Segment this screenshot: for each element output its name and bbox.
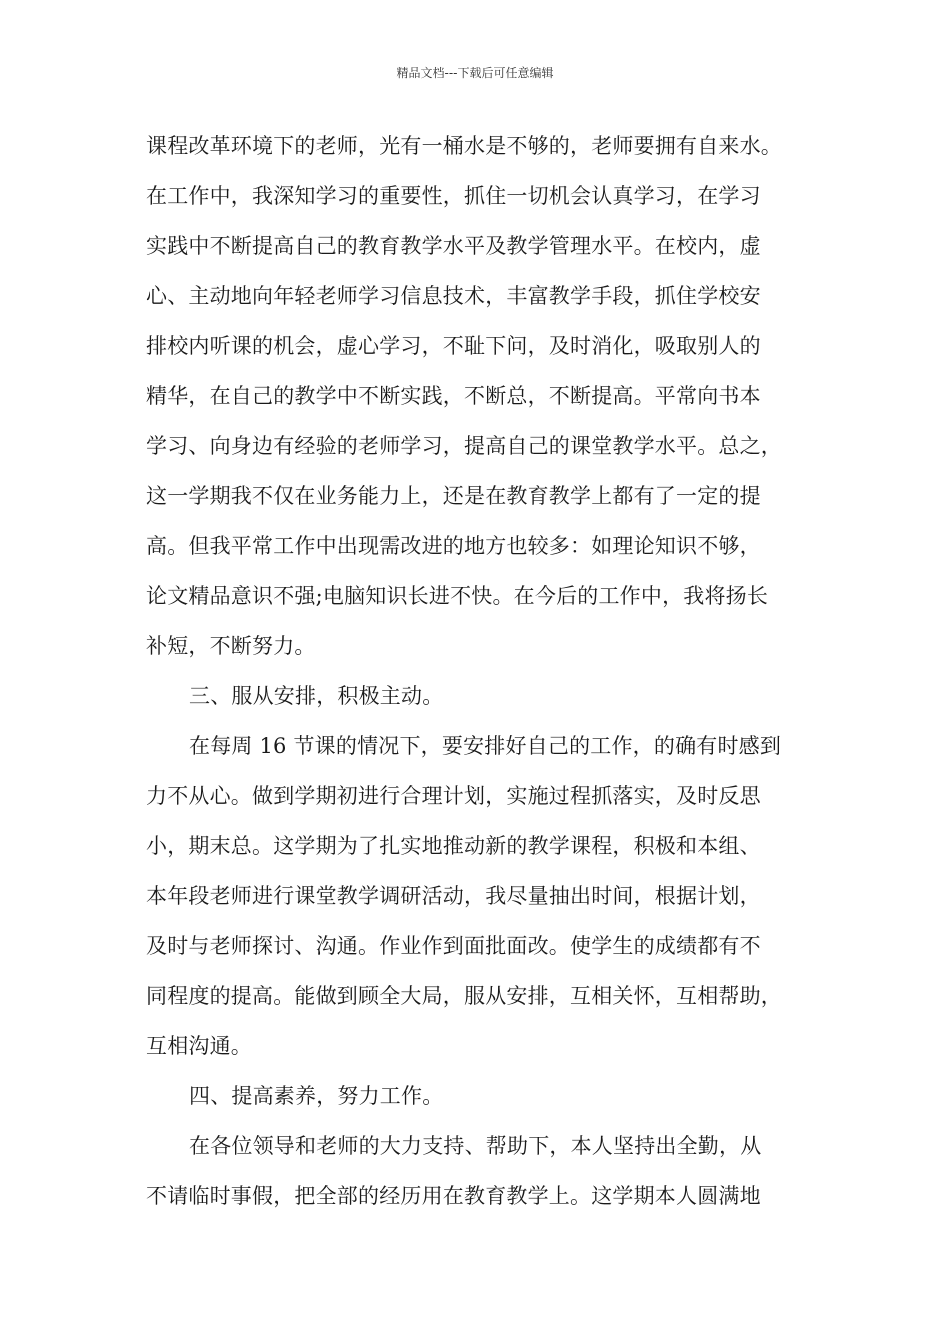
text-line: 实践中不断提高自己的教育教学水平及教学管理水平。在校内，虚 <box>146 234 761 258</box>
text-line: 课程改革环境下的老师，光有一桶水是不够的，老师要拥有自来水。 <box>146 134 782 158</box>
text-line: 互相沟通。 <box>146 1034 252 1058</box>
text-line: 在每周 16 节课的情况下，要安排好自己的工作，的确有时感到 <box>189 734 782 758</box>
text-line: 排校内听课的机会，虚心学习，不耻下问，及时消化，吸取别人的 <box>146 334 761 358</box>
text-line: 论文精品意识不强;电脑知识长进不快。在今后的工作中，我将扬长 <box>146 584 769 608</box>
text-line: 高。但我平常工作中出现需改进的地方也较多：如理论知识不够， <box>146 534 761 558</box>
text-line: 精华，在自己的教学中不断实践，不断总，不断提高。平常向书本 <box>146 384 761 408</box>
text-line: 在工作中，我深知学习的重要性，抓住一切机会认真学习，在学习 <box>146 184 761 208</box>
text-line: 心、主动地向年轻老师学习信息技术，丰富教学手段，抓住学校安 <box>146 284 761 308</box>
document-body <box>146 128 826 1228</box>
text-line: 及时与老师探讨、沟通。作业作到面批面改。使学生的成绩都有不 <box>146 934 761 958</box>
text-line: 学习、向身边有经验的老师学习，提高自己的课堂教学水平。总之， <box>146 434 782 458</box>
text-line: 同程度的提高。能做到顾全大局，服从安排，互相关怀，互相帮助， <box>146 984 782 1008</box>
text-line: 补短，不断努力。 <box>146 634 316 658</box>
text-line: 不请临时事假，把全部的经历用在教育教学上。这学期本人圆满地 <box>146 1184 761 1208</box>
text-line: 小，期末总。这学期为了扎实地推动新的教学课程，积极和本组、 <box>146 834 761 858</box>
text-line: 这一学期我不仅在业务能力上，还是在教育教学上都有了一定的提 <box>146 484 761 508</box>
page-header: 精品文档---下载后可任意编辑 <box>396 66 554 80</box>
text-line: 力不从心。做到学期初进行合理计划，实施过程抓落实，及时反思 <box>146 784 761 808</box>
text-line: 本年段老师进行课堂教学调研活动，我尽量抽出时间，根据计划， <box>146 884 761 908</box>
section-heading: 四、提高素养，努力工作。 <box>189 1084 444 1108</box>
text-line: 在各位领导和老师的大力支持、帮助下，本人坚持出全勤，从 <box>189 1134 762 1158</box>
section-heading: 三、服从安排，积极主动。 <box>189 684 444 708</box>
